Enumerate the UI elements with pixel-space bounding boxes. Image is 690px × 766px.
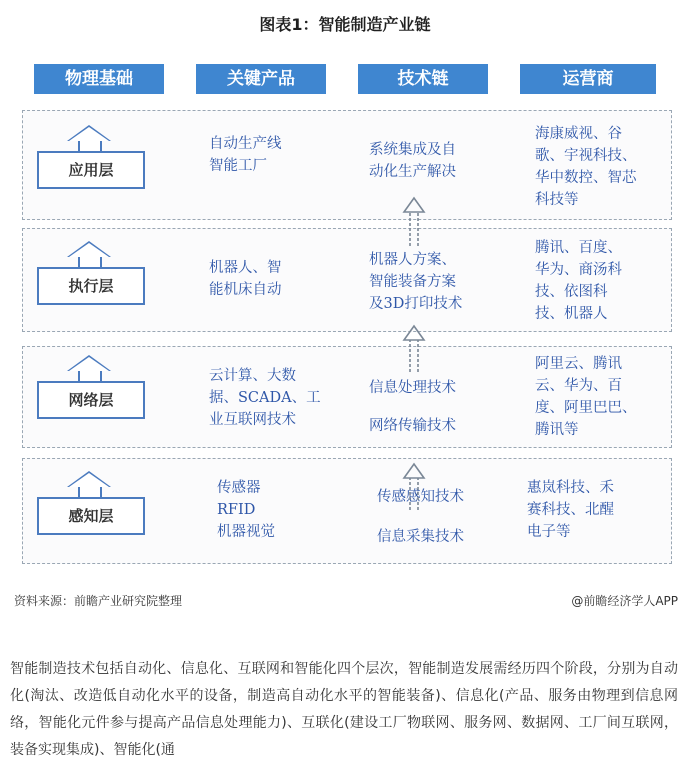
operator-line: 技、机器人 <box>535 306 608 322</box>
layer-label-application: 应用层 <box>37 151 145 189</box>
operator-line: 惠岚科技、禾 <box>527 480 614 496</box>
tech-line: 网络传输技术 <box>369 418 456 434</box>
layer-label-perception: 感知层 <box>37 497 145 535</box>
product-line: 业互联网技术 <box>209 412 296 428</box>
product-line: 传感器 <box>217 480 261 496</box>
operator-line: 赛科技、北醒 <box>527 502 614 518</box>
credit-note: @前瞻经济学人APP <box>571 594 678 608</box>
operator-line: 科技等 <box>535 192 579 208</box>
product-line: 能机床自动 <box>209 282 282 298</box>
arrow-shaft <box>410 340 418 372</box>
product-line: 据、SCADA、工 <box>209 390 321 406</box>
operator-line: 技、依图科 <box>535 284 608 300</box>
source-note: 资料来源：前瞻产业研究院整理 <box>14 594 183 608</box>
operator-line: 电子等 <box>527 524 571 540</box>
arrow-head <box>404 198 424 212</box>
arrow-head <box>404 326 424 340</box>
tech-line: 信息采集技术 <box>377 529 464 545</box>
tech-line: 机器人方案、 <box>369 252 456 268</box>
tech-line: 智能装备方案 <box>369 274 456 290</box>
layer-label-network: 网络层 <box>37 381 145 419</box>
arrow-shaft <box>410 212 418 246</box>
tech-line: 及3D打印技术 <box>369 296 463 312</box>
product-line: 机器人、智 <box>209 260 282 276</box>
tech-line: 信息处理技术 <box>369 380 456 396</box>
operator-line: 阿里云、腾讯 <box>535 356 622 372</box>
header-tech-chain: 技术链 <box>358 64 488 94</box>
tech-line: 动化生产解决 <box>369 164 456 180</box>
header-physical-basis: 物理基础 <box>34 64 164 94</box>
product-line: RFID <box>217 502 256 518</box>
product-line: 智能工厂 <box>209 158 267 174</box>
operator-line: 海康威视、谷 <box>535 126 622 142</box>
product-line: 云计算、大数 <box>209 368 296 384</box>
operator-line: 腾讯等 <box>535 422 579 438</box>
header-key-products: 关键产品 <box>196 64 326 94</box>
tech-line: 系统集成及自 <box>369 142 456 158</box>
dashed-up-arrow-icon <box>404 198 424 510</box>
product-line: 机器视觉 <box>217 524 275 540</box>
arrow-shaft <box>410 478 418 510</box>
arrow-head <box>404 464 424 478</box>
operator-line: 腾讯、百度、 <box>535 240 622 256</box>
operator-line: 歌、宇视科技、 <box>535 148 637 164</box>
body-paragraph: 智能制造技术包括自动化、信息化、互联网和智能化四个层次，智能制造发展需经历四个阶段，分别为自动化(淘汰、改造低自动化水平的设备，制造高自动化水平的智能装备)、信息化(产品、服务由物理到信息网络，智能化元件参与提高产品信息处理能力)、互联化(建设工厂物联网、服务网、数据网、工厂间互联网，装备实现集成)、智能化(通 <box>10 661 678 758</box>
product-line: 自动生产线 <box>209 136 282 152</box>
tech-line: 传感感知技术 <box>377 489 464 505</box>
layer-label-execution: 执行层 <box>37 267 145 305</box>
header-operators: 运营商 <box>520 64 656 94</box>
operator-line: 云、华为、百 <box>535 378 622 394</box>
operator-line: 度、阿里巴巴、 <box>535 400 637 416</box>
chart-title: 图表1：智能制造产业链 <box>259 15 431 34</box>
operator-line: 华为、商汤科 <box>535 262 622 278</box>
operator-line: 华中数控、智芯 <box>535 170 637 186</box>
